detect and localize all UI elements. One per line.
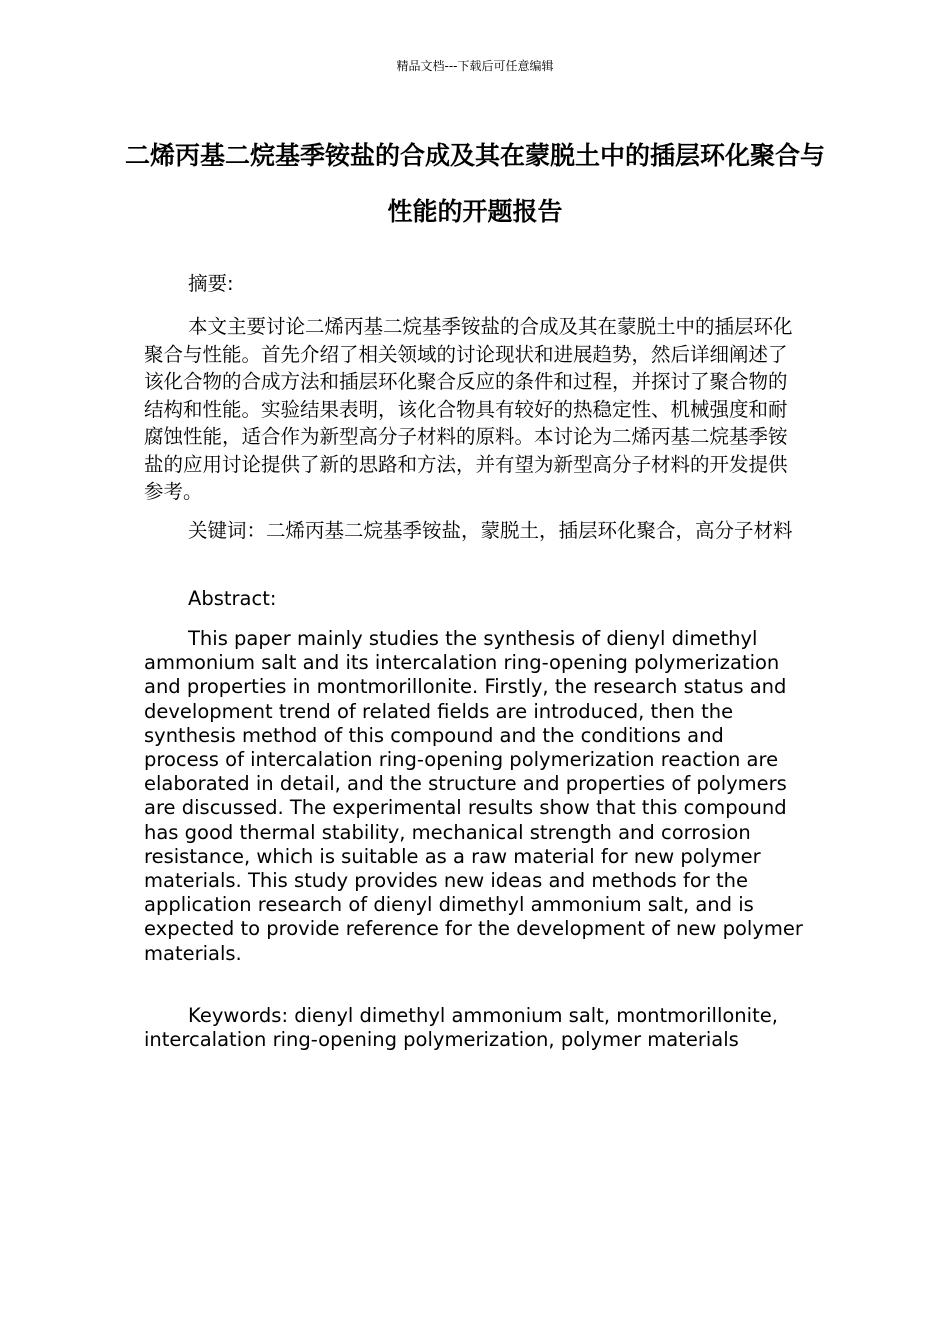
- abstract-en-label: Abstract:: [188, 587, 277, 610]
- abstract-en-body: This paper mainly studies the synthesis of dienyl dimethyl ammonium salt and its intercalation ring-opening polymerization and properties in montmorillonite. Firstly, the research status and development trend of related fields are introduced, then the synthesis method of this compound and the conditions and process of intercalation ring-opening polymerization reaction are elaborated in detail, and the structure and properties of polymers are discussed. The experimental results show that this compound has good thermal stability, mechanical strength and corrosion resistance, which is suitable as a raw material for new polymer materials. This study provides new ideas and methods for the application research of dienyl dimethyl ammonium salt, and is expected to provide reference for the development of new polymer materials.: [144, 627, 803, 965]
- abstract-cn-body: 本文主要讨论二烯丙基二烷基季铵盐的合成及其在蒙脱土中的插层环化聚合与性能。首先介绍了相关领域的讨论现状和进展趋势，然后详细阐述了该化合物的合成方法和插层环化聚合反应的条件和过程，并探讨了聚合物的结构和性能。实验结果表明，该化合物具有较好的热稳定性、机械强度和耐腐蚀性能，适合作为新型高分子材料的原料。本讨论为二烯丙基二烷基季铵盐的应用讨论提供了新的思路和方法，并有望为新型高分子材料的开发提供参考。: [144, 315, 793, 503]
- abstract-cn-label: 摘要:: [188, 272, 234, 295]
- keywords-cn: 关键词：二烯丙基二烷基季铵盐，蒙脱土，插层环化聚合，高分子材料: [188, 519, 793, 542]
- page-title: 二烯丙基二烷基季铵盐的合成及其在蒙脱土中的插层环化聚合与性能的开题报告: [124, 141, 825, 226]
- keywords-en: Keywords: dienyl dimethyl ammonium salt, montmorillonite, intercalation ring-opening polymerization, polymer materials: [144, 1004, 778, 1052]
- header-note: 精品文档---下载后可任意编辑: [396, 59, 554, 73]
